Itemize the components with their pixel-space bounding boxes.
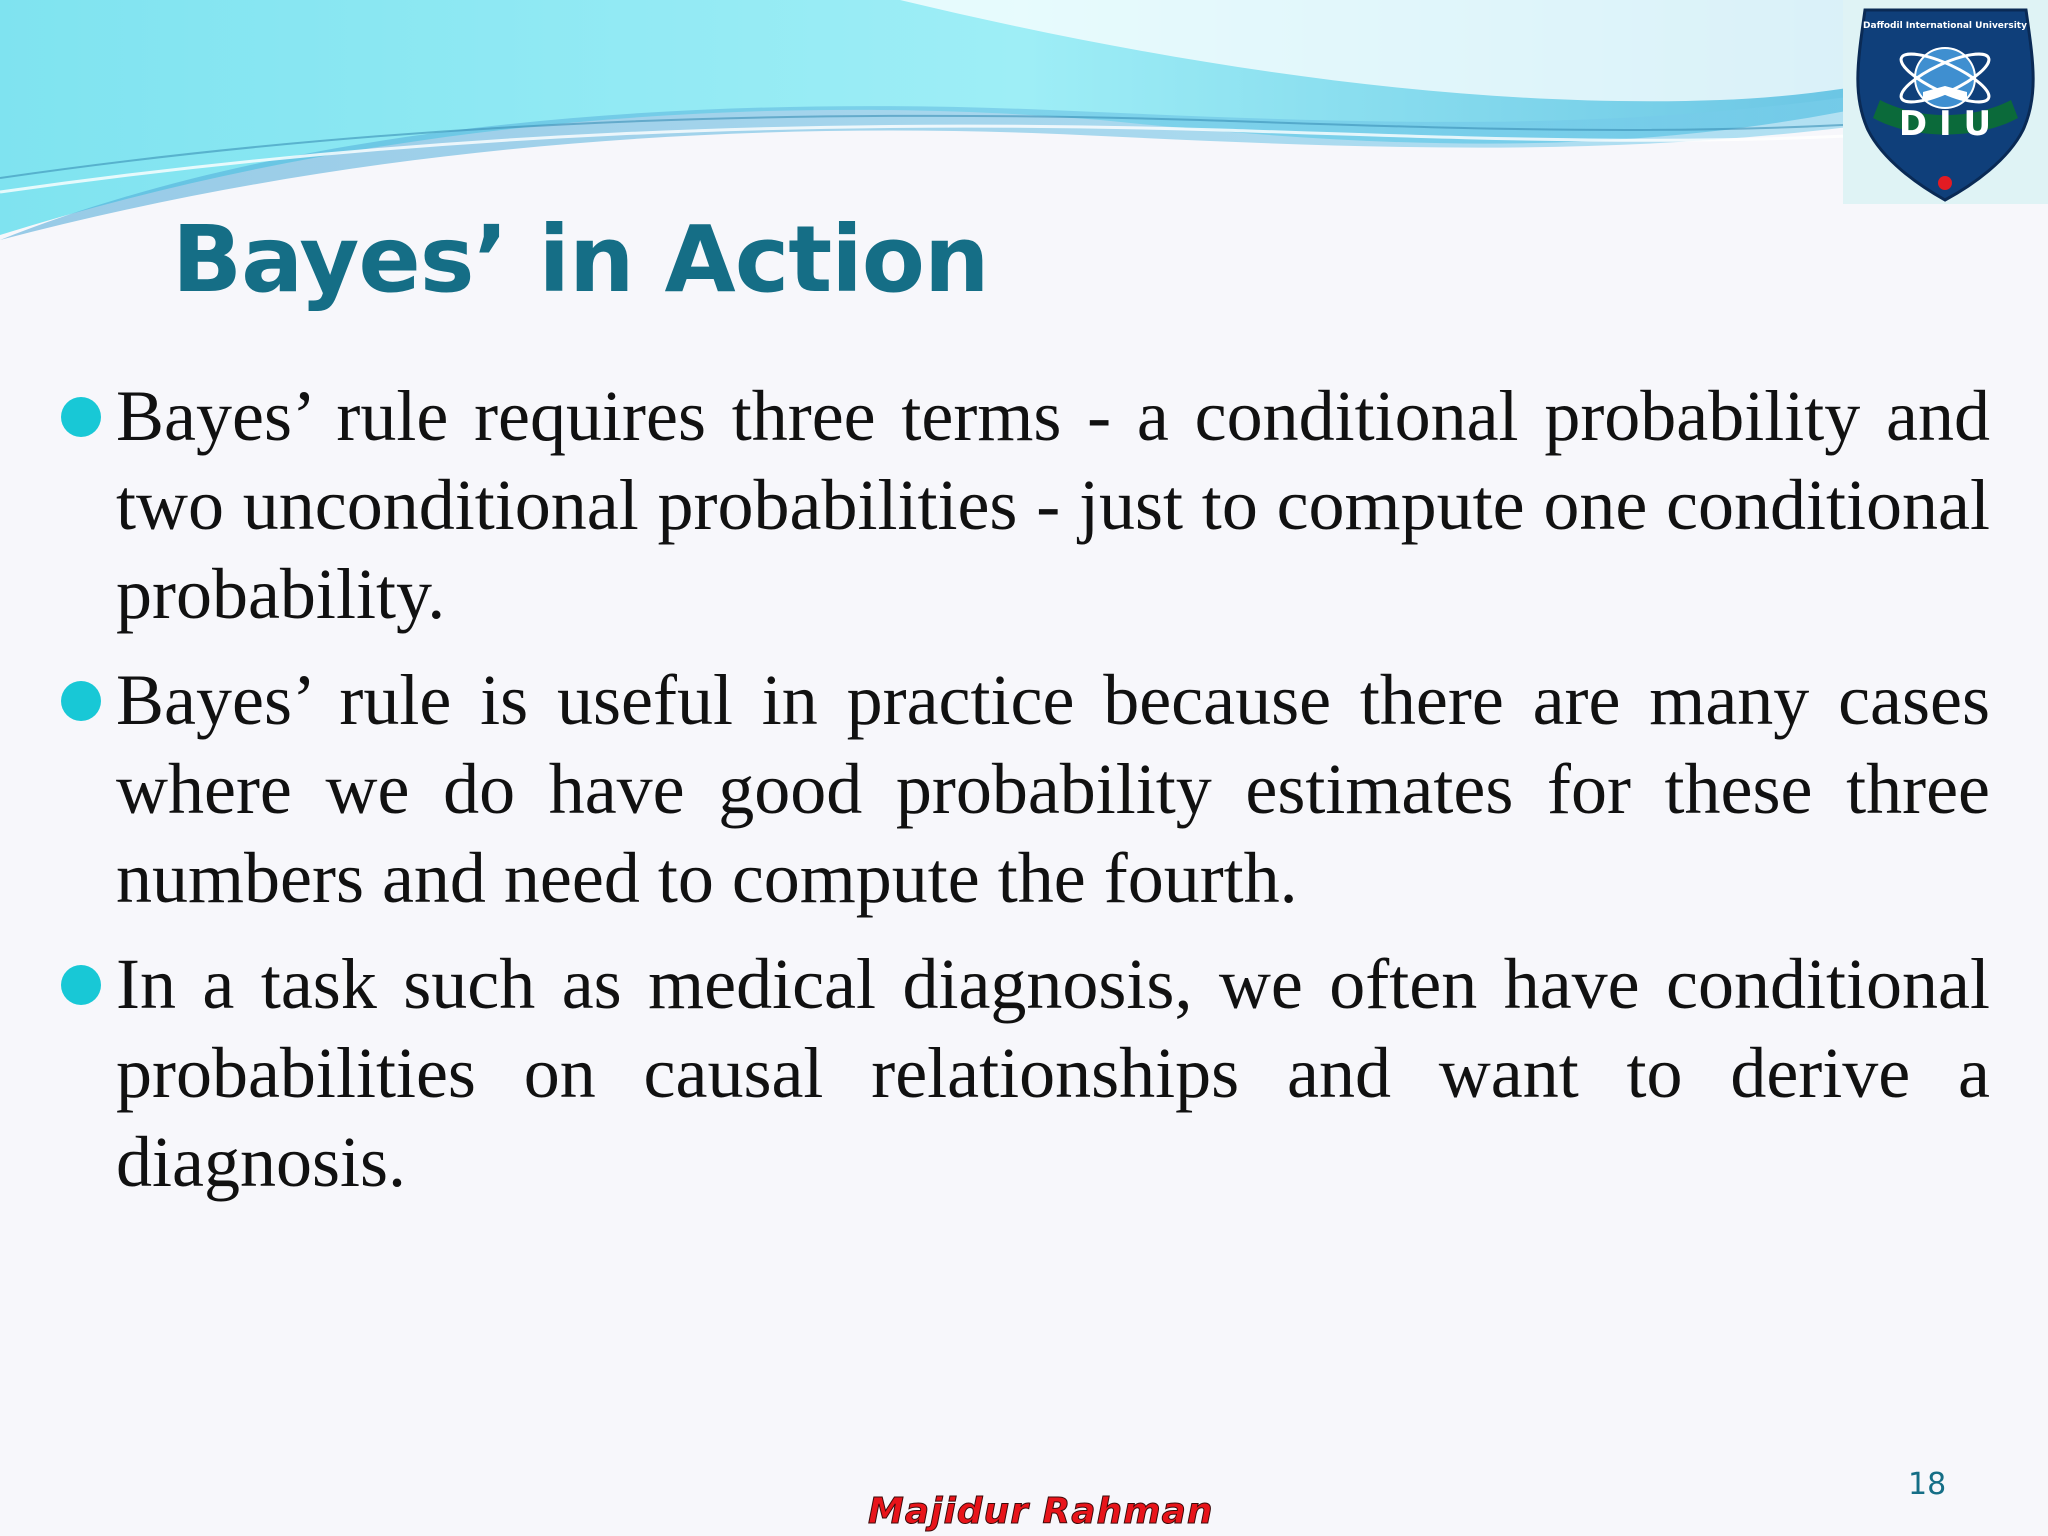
bullet-item <box>116 940 1990 1207</box>
bullet-text: Bayes’ rule is useful in practice because there are many cases where we do have good probability estimates for these three numbers and need to compute the fourth. <box>116 660 1990 918</box>
logo-red-dot <box>1938 176 1952 190</box>
footer-author: Majidur Rahman <box>868 1491 1214 1532</box>
bullet-text: In a task such as medical diagnosis, we often have conditional probabilities on causal relationships and want to derive a diagnosis. <box>116 944 1990 1202</box>
slide-title: Bayes’ in Action <box>172 206 989 313</box>
logo-letters: D I U <box>1898 104 1992 144</box>
bullet-item <box>116 656 1990 923</box>
bullet-icon <box>61 965 101 1005</box>
university-logo <box>1843 0 2048 204</box>
bullet-text: Bayes’ rule requires three terms - a conditional probability and two unconditional probabilities - just to compute one conditional probability. <box>116 376 1990 634</box>
bullet-icon <box>61 681 101 721</box>
bullet-item <box>116 372 1990 639</box>
page-number: 18 <box>1908 1467 1947 1502</box>
bullet-list <box>116 372 1990 1224</box>
bullet-icon <box>61 397 101 437</box>
logo-top-text: Daffodil International University <box>1863 21 2027 31</box>
